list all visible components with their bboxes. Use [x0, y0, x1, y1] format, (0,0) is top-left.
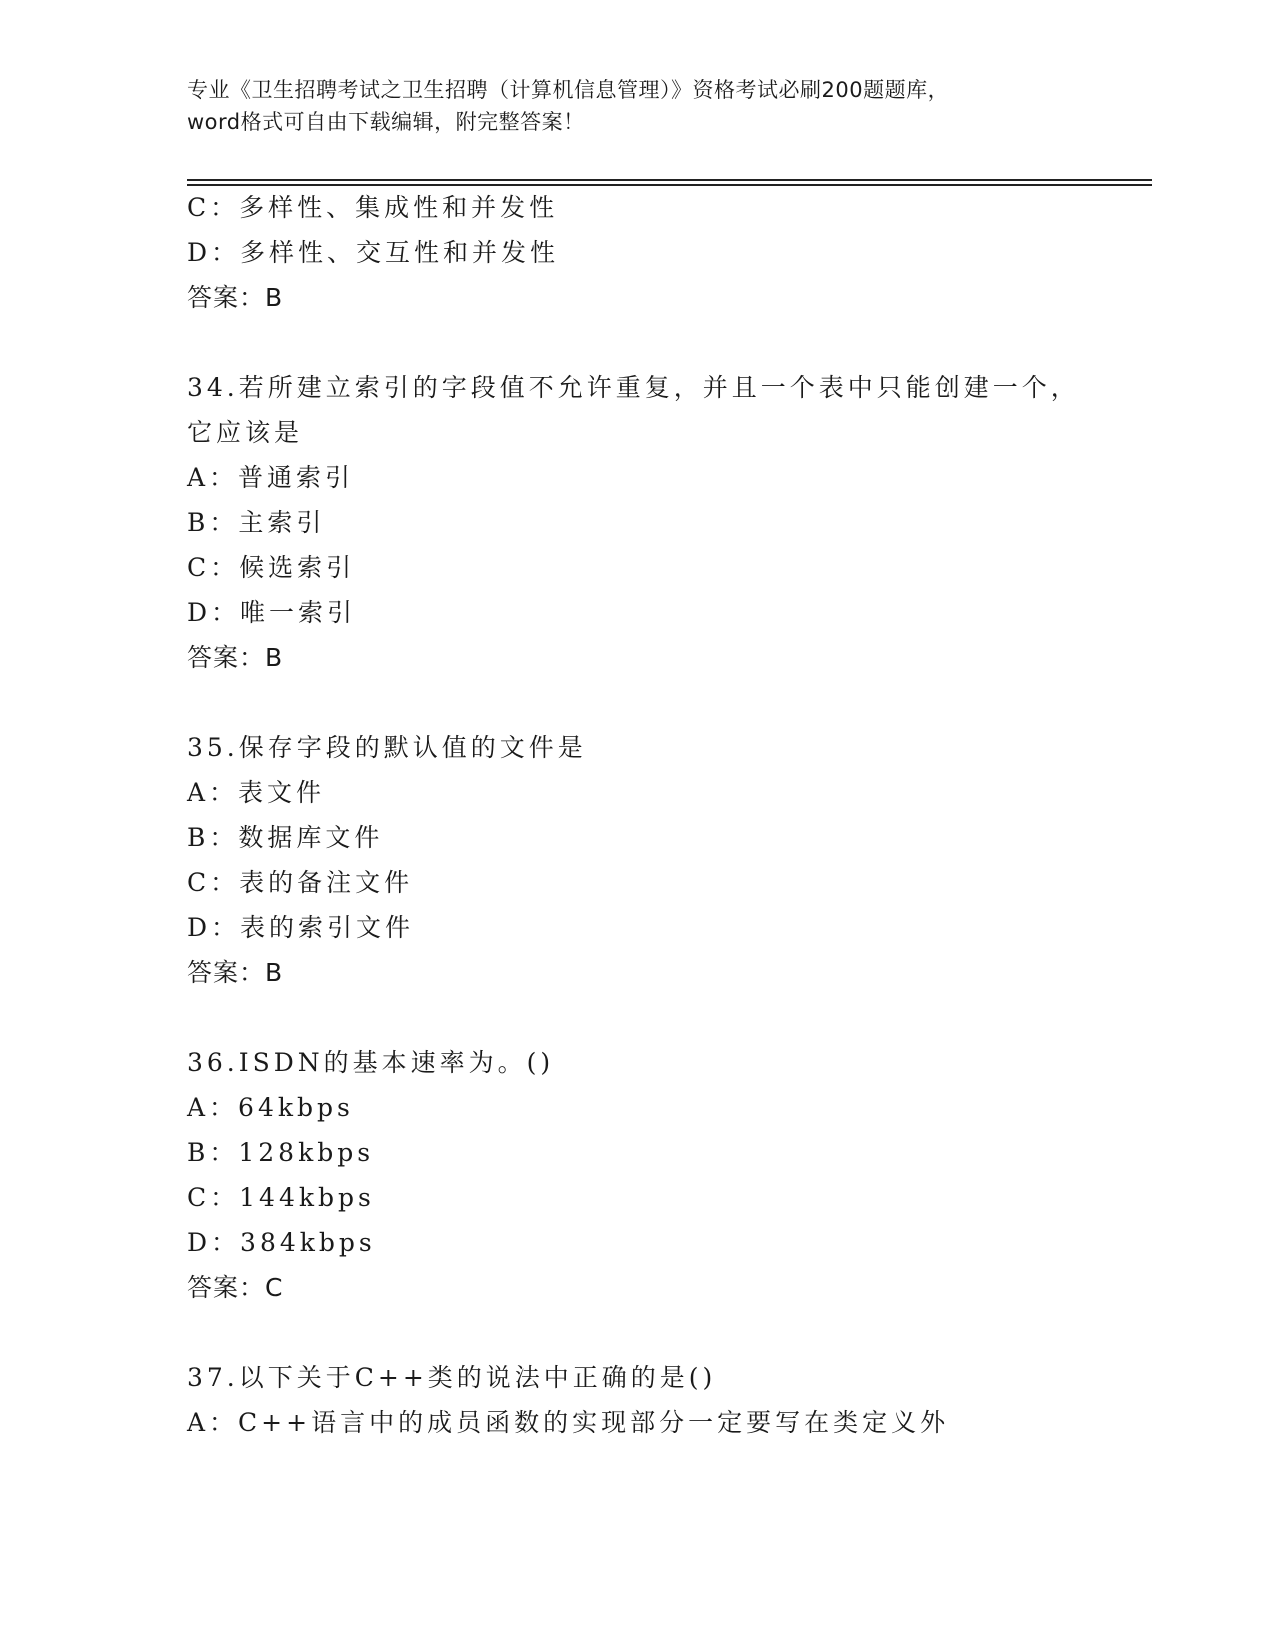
question-stem: 37.以下关于C++类的说法中正确的是(): [187, 1363, 717, 1392]
option-c: C：候选索引: [187, 553, 356, 582]
option-d: D：多样性、交互性和并发性: [187, 238, 560, 267]
document-header: [187, 74, 1087, 138]
option-a: A：普通索引: [187, 463, 355, 492]
option-d: D：唯一索引: [187, 598, 357, 627]
answer: 答案：B: [187, 958, 284, 987]
option-c: C：144kbps: [187, 1183, 375, 1212]
option-d: D：384kbps: [187, 1228, 376, 1257]
option-b: B：128kbps: [187, 1138, 375, 1167]
question-stem: 34.若所建立索引的字段值不允许重复，并且一个表中只能创建一个，: [187, 373, 1080, 402]
header-line-1: 专业《卫生招聘考试之卫生招聘（计算机信息管理）》资格考试必刷200题题库，: [187, 78, 950, 102]
option-b: B：数据库文件: [187, 823, 384, 852]
header-line-2: word格式可自由下载编辑，附完整答案！: [187, 110, 585, 134]
answer: 答案：C: [187, 1273, 284, 1302]
answer: 答案：B: [187, 643, 284, 672]
option-a: A：表文件: [187, 778, 326, 807]
option-d: D：表的索引文件: [187, 913, 415, 942]
option-c: C：多样性、集成性和并发性: [187, 193, 559, 222]
option-c: C：表的备注文件: [187, 868, 414, 897]
header-divider-bottom: [187, 184, 1152, 186]
header-divider-top: [187, 179, 1152, 181]
option-a: A：64kbps: [187, 1093, 354, 1122]
question-stem-continued: 它应该是: [187, 418, 304, 447]
question-stem: 35.保存字段的默认值的文件是: [187, 733, 587, 762]
answer: 答案：B: [187, 283, 284, 312]
option-b: B：主索引: [187, 508, 326, 537]
option-a: A：C++语言中的成员函数的实现部分一定要写在类定义外: [187, 1408, 950, 1437]
question-stem: 36.ISDN的基本速率为。(): [187, 1048, 555, 1077]
